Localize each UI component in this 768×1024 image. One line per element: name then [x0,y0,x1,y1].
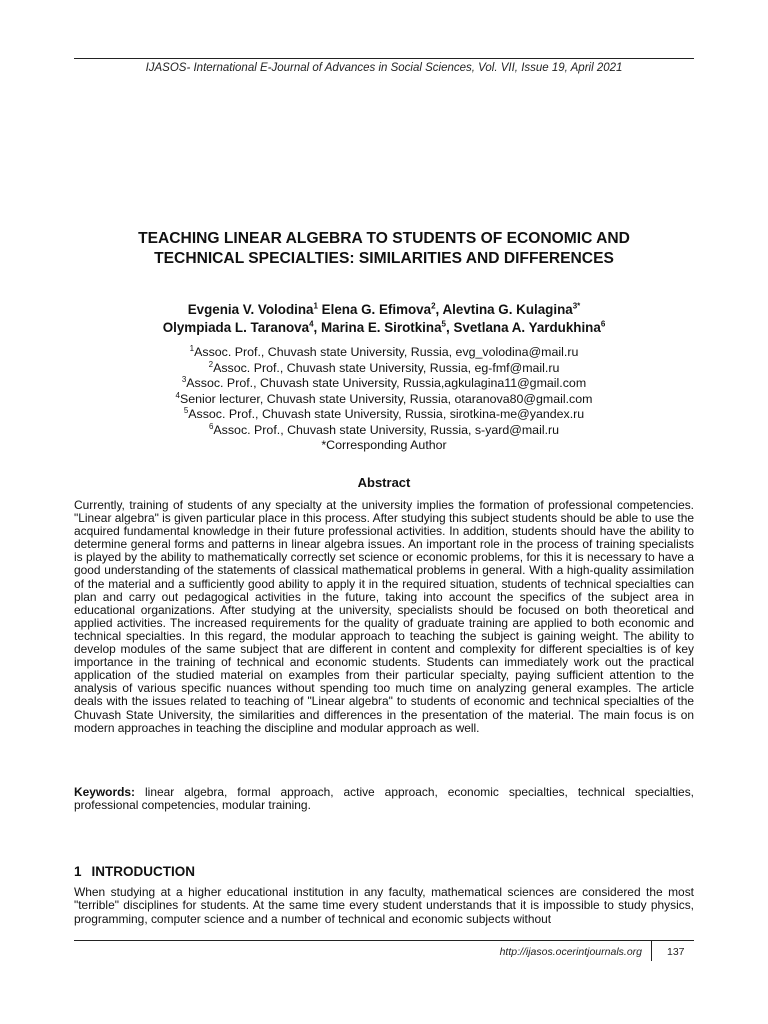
footer-rule [74,940,694,941]
affiliation-text: Assoc. Prof., Chuvash state University, Russia, eg-fmf@mail.ru [213,360,560,375]
paper-title [74,229,694,269]
page-number: 137 [667,946,685,958]
section-title: INTRODUCTION [91,864,196,879]
affiliation [74,423,694,439]
author-list [74,301,694,337]
affiliation-mark: 5 [183,405,189,415]
affiliation-text: Assoc. Prof., Chuvash state University, Russia, sirotkina-me@yandex.ru [188,407,585,421]
keywords [74,786,694,813]
journal-header: IJASOS- International E-Journal of Advances in Social Sciences, Vol. VII, Issue 19, April 2021 [145,62,623,74]
affiliation [74,376,694,392]
author-line: Evgenia V. Volodina$^1$ Elena G. Efimova$^2$, Alevtina G. Kulagina$^{3*}$ [187,301,581,317]
section-number: 1 [74,864,82,879]
affiliation [74,345,694,361]
abstract-heading: Abstract [357,475,411,490]
affiliation-mark: 2 [208,359,214,369]
affiliation-list [74,345,694,454]
affiliation-mark: 6 [208,421,214,431]
author-name: Olympiada L. Taranova [162,320,310,335]
author-mark: 2 [431,301,436,311]
title-line: TEACHING LINEAR ALGEBRA TO STUDENTS OF ECONOMIC AND [138,230,630,247]
title-line: TECHNICAL SPECIALTIES: SIMILARITIES AND DIFFERENCES [154,250,614,267]
author-mark: 4 [309,319,314,329]
affiliation-text: Senior lecturer, Chuvash state University, Russia, otaranova80@gmail.com [179,391,593,406]
affiliation-mark: 4 [175,390,180,400]
author-mark: 5 [441,319,446,329]
keywords-label: Keywords: [74,785,136,799]
author-mark: 6 [600,319,606,329]
header-rule [74,58,694,59]
keywords-text: linear algebra, formal approach, active approach, economic specialties, technical specialties, professional competencies, modular training. [74,785,694,813]
footer-url: http://ijasos.ocerintjournals.org [499,946,642,958]
affiliation [74,361,694,377]
affiliation [74,392,694,408]
affiliation-text: Assoc. Prof., Chuvash state University, Russia, evg_volodina@mail.ru [194,345,579,359]
introduction-text: When studying at a higher educational institution in any faculty, mathematical sciences are considered the most "terrible" disciplines for students. At the same time every student understands that it is impossible to study physics, programming, computer science and a number of technical and economic subjects without [74,885,694,926]
author-name: Alevtina G. Kulagina [442,302,573,317]
affiliation-mark: 3 [181,374,187,384]
abstract-text: Currently, training of students of any specialty at the university implies the formation of professional competencies. "Linear algebra" is given particular place in this process. After studying this subject students should be able to use the acquired fundamental knowledge in their future professional activities. In addition, students should have the ability to determine general forms and patterns in linear algebra issues. An important role in the process of training specialists is played by the ability to mathematically correctly set science or economic problems, for this it is necessary to have a good understanding of the statements of classical mathematical problems in general. With a high-quality assimilation of the material and a sufficiently good ability to apply it in the required situation, students of technical specialties can plan and carry out pedagogical activities in the future, taking into account the specifics of the subject area in educational organizations. After studying at the university, specialists should be focused on both theoretical and applied activities. The increased requirements for the quality of graduate training are applied to both economic and technical specialties. In this regard, the modular approach to teaching the subject is gaining weight. The ability to develop modules of the same subject that are different in content and complexity for different specialties is of key importance in the training of technical and economic students. Students can immediately work out the practical application of the studied material on examples from their particular specialty, paying sufficient attention to the analysis of various specific nuances without spending too much time on analyzing general examples. The article deals with the issues related to teaching of "Linear algebra" to students of economic and technical specialties of the Chuvash State University, the similarities and differences in the presentation of the material. The main focus is on modern approaches in teaching the discipline and modular approach as well. [74,498,694,735]
author-name: Marina E. Sirotkina [320,320,442,335]
section-heading-introduction [74,864,195,879]
author-line: Olympiada L. Taranova$^4$, Marina E. Sirotkina$^5$, Svetlana A. Yardukhina$^6$ [162,319,606,335]
author-name: Svetlana A. Yardukhina [453,320,601,335]
author-mark: 3* [572,301,581,311]
author-name: Elena G. Efimova [321,302,432,317]
author-mark: 1 [313,301,318,311]
affiliation-mark: 1 [189,343,195,353]
affiliation-text: Assoc. Prof., Chuvash state University, Russia,agkulagina11@gmail.com [186,376,587,390]
affiliation [74,407,694,423]
footer-separator [651,941,652,961]
corresponding-author-note: *Corresponding Author [321,438,447,452]
affiliation-text: Assoc. Prof., Chuvash state University, Russia, s-yard@mail.ru [213,422,560,437]
author-name: Evgenia V. Volodina [187,302,314,317]
